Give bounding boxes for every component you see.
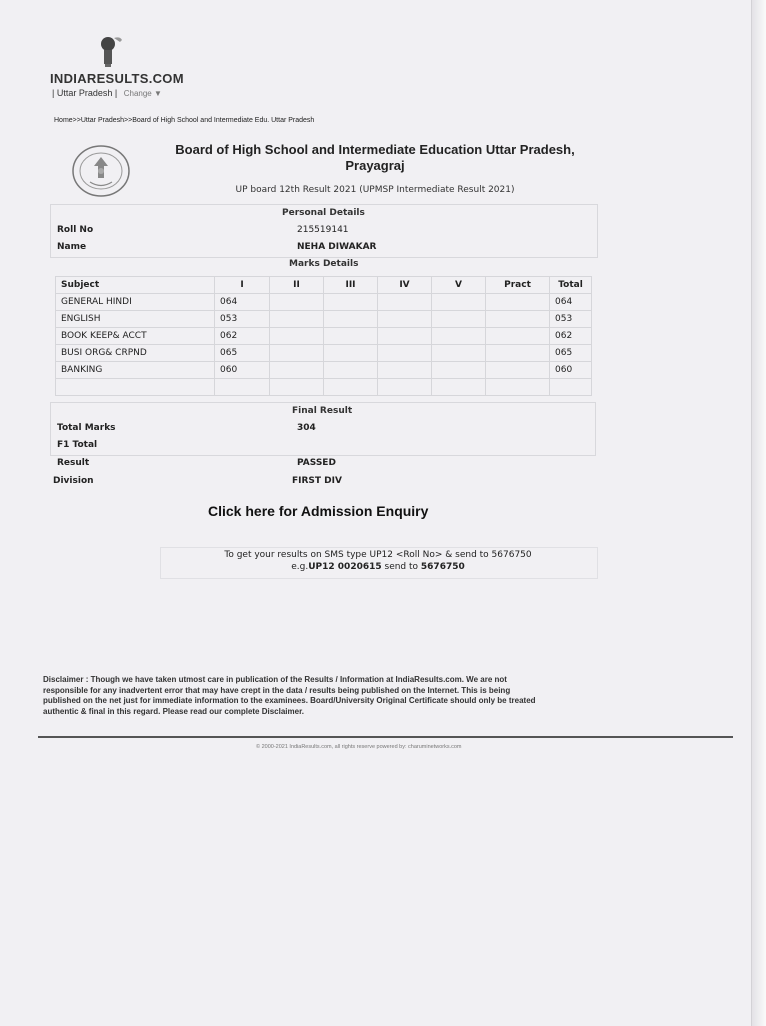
sms-line1: To get your results on SMS type UP12 <Roll No> & send to 5676750 — [224, 550, 532, 560]
mark-i-cell: 060 — [215, 362, 270, 379]
table-row — [56, 294, 592, 311]
col-i: I — [215, 277, 270, 294]
col-subject: Subject — [56, 277, 215, 294]
subject-cell: BUSI ORG& CRPND — [56, 345, 215, 362]
result-label: Result — [57, 458, 90, 468]
change-state-link[interactable]: Change ▼ — [123, 89, 162, 98]
total-cell: 064 — [550, 294, 592, 311]
sms-prefix: e.g. — [291, 562, 309, 572]
copyright-text: © 2000-2021 IndiaResults.com, all rights reserve powered by: charuminetworks.com — [256, 744, 462, 750]
sms-info — [160, 549, 596, 573]
mark-i-cell: 062 — [215, 328, 270, 345]
mark-i-cell: 065 — [215, 345, 270, 362]
name-label: Name — [57, 242, 87, 252]
col-iv: IV — [378, 277, 432, 294]
total-marks-label: Total Marks — [57, 423, 116, 433]
marks-header-row — [56, 277, 592, 294]
table-row-empty — [56, 379, 592, 396]
total-cell: 060 — [550, 362, 592, 379]
col-v: V — [432, 277, 486, 294]
sms-code: UP12 0020615 — [308, 562, 382, 572]
lightbulb-logo-icon — [96, 34, 124, 70]
roll-no-value: 215519141 — [297, 225, 349, 235]
footer-divider — [38, 736, 733, 738]
total-cell: 062 — [550, 328, 592, 345]
board-title-line1: Board of High School and Intermediate Education Uttar Pradesh, — [175, 142, 575, 157]
subject-cell: ENGLISH — [56, 311, 215, 328]
paper-edge — [751, 0, 766, 1026]
logo-text: INDIARESULTS.COM — [50, 71, 184, 86]
mark-i-cell: 064 — [215, 294, 270, 311]
board-title — [160, 142, 590, 174]
total-cell: 053 — [550, 311, 592, 328]
f1-total-label: F1 Total — [57, 440, 98, 450]
subject-cell: BOOK KEEP& ACCT — [56, 328, 215, 345]
final-result-heading: Final Result — [292, 406, 353, 416]
col-pract: Pract — [486, 277, 550, 294]
roll-no-label: Roll No — [57, 225, 94, 235]
sms-mid: send to — [381, 562, 421, 572]
subject-cell: GENERAL HINDI — [56, 294, 215, 311]
name-value: NEHA DIWAKAR — [297, 242, 377, 252]
marks-details-heading: Marks Details — [289, 259, 359, 269]
col-ii: II — [270, 277, 324, 294]
division-label: Division — [53, 476, 94, 486]
board-title-line2: Prayagraj — [345, 158, 405, 173]
result-subtitle: UP board 12th Result 2021 (UPMSP Intermediate Result 2021) — [235, 185, 515, 195]
total-marks-value: 304 — [297, 423, 316, 433]
table-row — [56, 328, 592, 345]
state-name: | Uttar Pradesh | — [52, 88, 118, 98]
marks-table — [55, 276, 592, 396]
division-value: FIRST DIV — [292, 476, 342, 486]
col-total: Total — [550, 277, 592, 294]
breadcrumb[interactable]: Home>>Uttar Pradesh>>Board of High School and Intermediate Edu. Uttar Pradesh — [54, 117, 315, 124]
admission-enquiry-link[interactable]: Click here for Admission Enquiry — [208, 503, 429, 519]
sms-number: 5676750 — [420, 562, 465, 572]
col-iii: III — [324, 277, 378, 294]
sms-line2 — [160, 561, 596, 573]
mark-i-cell: 053 — [215, 311, 270, 328]
subject-cell: BANKING — [56, 362, 215, 379]
total-cell: 065 — [550, 345, 592, 362]
personal-details-heading: Personal Details — [282, 208, 365, 218]
result-value: PASSED — [297, 458, 336, 468]
table-row — [56, 362, 592, 379]
table-row — [56, 345, 592, 362]
state-selector — [52, 88, 162, 98]
disclaimer-text: Disclaimer : Though we have taken utmost care in publication of the Results / Information at IndiaResults.com. We are not responsible for any inadvertent error that may have crept in the data / results being published on the Internet. This is being published on the net just for immediate information to the examinees. Board/University Original Certificate should only be treated authentic & final in this regard. Please read our complete Disclaimer. — [43, 675, 536, 716]
table-row — [56, 311, 592, 328]
board-seal-icon — [70, 144, 132, 198]
